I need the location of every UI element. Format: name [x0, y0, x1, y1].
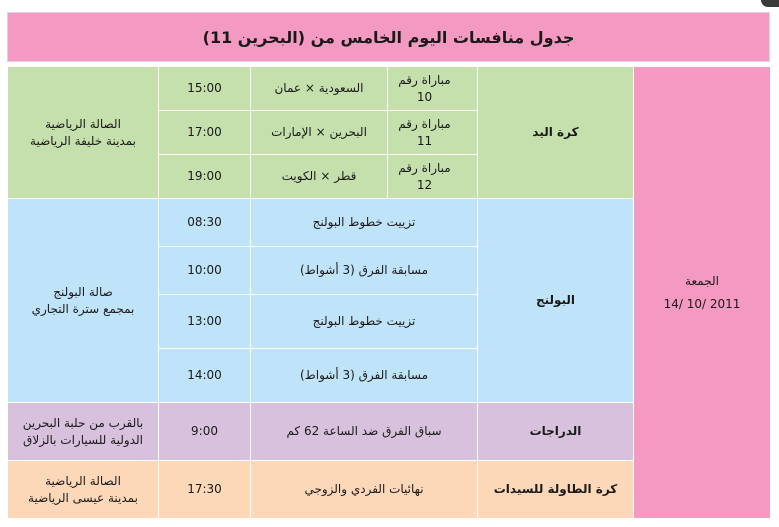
event-name: مسابقة الفرق (3 أشواط) — [251, 247, 478, 295]
sport-cycling: الدراجات — [478, 403, 634, 461]
table-row — [8, 67, 771, 111]
venue-table-tennis — [8, 461, 159, 519]
match-time: 17:00 — [159, 111, 251, 155]
venue-cycling — [8, 403, 159, 461]
venue-line: بمجمع سترة التجاري — [31, 301, 135, 316]
event-time: 13:00 — [159, 295, 251, 349]
match-time: 19:00 — [159, 155, 251, 199]
event-time: 10:00 — [159, 247, 251, 295]
match-teams: قطر × الكويت — [251, 155, 388, 199]
match-number: مباراة رقم 10 — [388, 67, 478, 111]
sport-table-tennis: كرة الطاولة للسيدات — [478, 461, 634, 519]
venue-line: بمدينة عيسى الرياضية — [28, 490, 138, 505]
event-name: مسابقة الفرق (3 أشواط) — [251, 349, 478, 403]
event-time: 08:30 — [159, 199, 251, 247]
sport-bowling: البولنج — [478, 199, 634, 403]
corner-photo-fragment — [761, 0, 779, 7]
sport-handball: كرة اليد — [478, 67, 634, 199]
schedule-title: جدول منافسات اليوم الخامس من (البحرين 11) — [202, 27, 575, 47]
event-name: نهائيات الفردي والزوجي — [251, 461, 478, 519]
venue-bowling — [8, 199, 159, 403]
day-cell — [634, 67, 771, 519]
schedule-title-bar — [7, 12, 770, 62]
event-time: 14:00 — [159, 349, 251, 403]
event-name: تزييت خطوط البولنج — [251, 199, 478, 247]
venue-line: الدولية للسيارات بالزلاق — [23, 432, 143, 447]
venue-line: الصالة الرياضية — [45, 474, 121, 489]
venue-line: بمدينة خليفة الرياضية — [30, 133, 136, 148]
day-date: 14/ 10/ 2011 — [663, 296, 741, 311]
venue-line: الصالة الرياضية — [45, 117, 121, 132]
venue-handball — [8, 67, 159, 199]
match-teams: السعودية × عمان — [251, 67, 388, 111]
match-teams: البحرين × الإمارات — [251, 111, 388, 155]
match-number: مباراة رقم 11 — [388, 111, 478, 155]
schedule-table — [7, 66, 771, 519]
day-name: الجمعة — [685, 274, 719, 289]
match-number: مباراة رقم 12 — [388, 155, 478, 199]
event-time: 17:30 — [159, 461, 251, 519]
venue-line: بالقرب من حلبة البحرين — [22, 416, 144, 431]
match-time: 15:00 — [159, 67, 251, 111]
event-name: سباق الفرق ضد الساعة 62 كم — [251, 403, 478, 461]
event-time: 9:00 — [159, 403, 251, 461]
event-name: تزييت خطوط البولنج — [251, 295, 478, 349]
venue-line: صالة البولنج — [53, 285, 113, 300]
